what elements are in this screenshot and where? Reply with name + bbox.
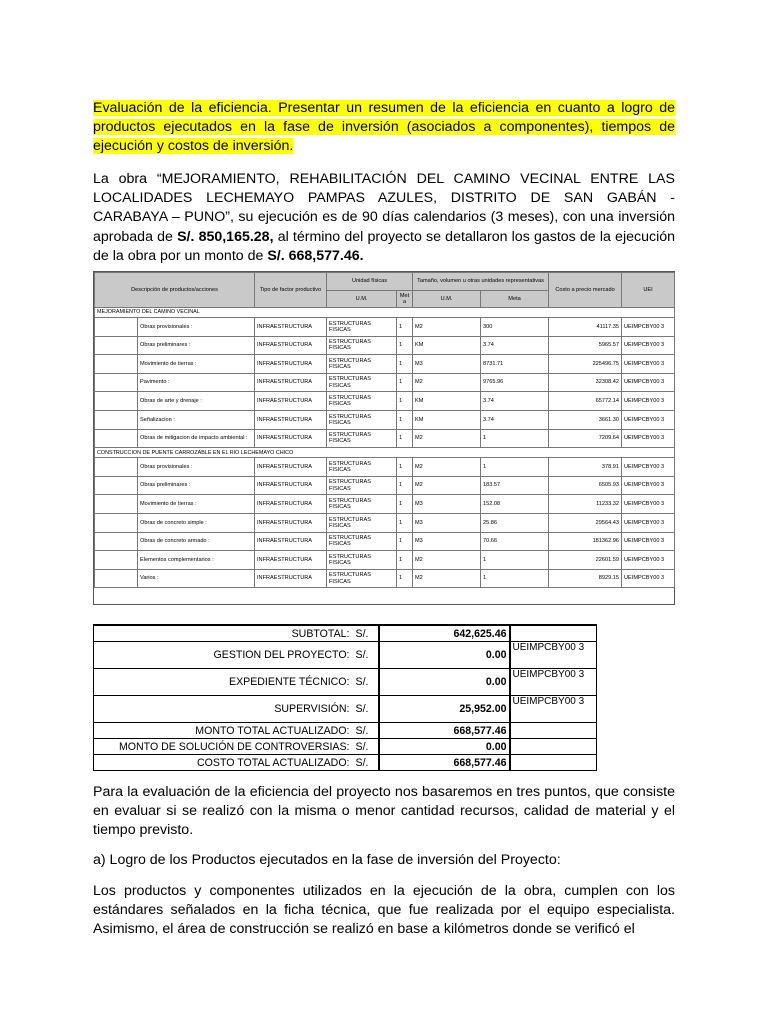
summary-amount: 0.00 — [379, 739, 510, 755]
empty-cell — [95, 495, 138, 514]
cell-cost: 29564.43 — [549, 513, 622, 532]
cell-uei: UEIMPCBY00 3 — [622, 513, 675, 532]
cell-meta: 1 — [397, 318, 413, 337]
cell-physical-unit: ESTRUCTURAS FISICAS — [327, 532, 397, 551]
table-row — [95, 476, 675, 495]
table-row — [95, 532, 675, 551]
cell-quantity: 3.74 — [481, 336, 549, 355]
cell-um: M2 — [413, 429, 481, 448]
header-factor-type: Tipo de factor productivo — [255, 273, 327, 308]
cell-um: M3 — [413, 513, 481, 532]
summary-row — [94, 739, 597, 755]
empty-cell — [95, 373, 138, 392]
summary-currency: S/. — [354, 669, 379, 696]
summary-code: UEIMPCBY00 3 — [510, 642, 597, 669]
cell-um: M3 — [413, 355, 481, 374]
table-row — [95, 373, 675, 392]
empty-cell — [95, 410, 138, 429]
cell-meta: 1 — [397, 392, 413, 411]
cell-cost: 5965.57 — [549, 336, 622, 355]
table-row — [95, 495, 675, 514]
section-a-heading: a) Logro de los Productos ejecutados en la fase de inversión del Proyecto: — [93, 852, 561, 868]
header-size-volume: Tamaño, volumen u otras unidades representativas — [413, 273, 549, 291]
header-description: Descripción de productos/acciones — [95, 273, 255, 308]
empty-cell — [95, 355, 138, 374]
cell-cost: 181362.96 — [549, 532, 622, 551]
summary-label: MONTO TOTAL ACTUALIZADO: — [94, 723, 354, 739]
project-text-1: La obra “MEJORAMIENTO, REHABILITACIÓN DEL CAMINO VECINAL ENTRE LAS LOCALIDADES LECHEMAYO PAMPAS AZULES, DISTRITO DE SAN GABÁN - CARABAYA – PUNO”, su ejecución es de 90 días calendarios (3 meses), con una inversión aprobada de — [93, 171, 675, 245]
table-row — [95, 513, 675, 532]
section-a-paragraph: Los productos y componentes utilizados en la ejecución de la obra, cumplen con los estándares señalados en la ficha técnica, que fue realizada por el equipo especialista. Asimismo, el área de construcción se realizó en base a kilómetros donde se verificó el — [93, 883, 675, 938]
group-title: MEJORAMIENTO DEL CAMINO VECINAL — [95, 308, 675, 318]
cell-description: Obras de mitigacion de impacto ambiental : — [138, 429, 255, 448]
cell-meta: 1 — [397, 569, 413, 588]
summary-code — [510, 625, 597, 642]
cell-um: KM — [413, 410, 481, 429]
cell-factor-type: INFRAESTRUCTURA — [255, 458, 327, 477]
cell-quantity: 1 — [481, 429, 549, 448]
cell-uei: UEIMPCBY00 3 — [622, 495, 675, 514]
cell-uei: UEIMPCBY00 3 — [622, 410, 675, 429]
summary-row — [94, 696, 597, 723]
products-table-grid — [94, 272, 675, 588]
summary-currency: S/. — [354, 642, 379, 669]
cell-physical-unit: ESTRUCTURAS FISICAS — [327, 392, 397, 411]
products-table — [93, 271, 675, 605]
cell-meta: 1 — [397, 513, 413, 532]
cell-cost: 225496.75 — [549, 355, 622, 374]
cell-uei: UEIMPCBY00 3 — [622, 336, 675, 355]
cell-physical-unit: ESTRUCTURAS FISICAS — [327, 336, 397, 355]
cell-quantity: 300 — [481, 318, 549, 337]
empty-cell — [95, 336, 138, 355]
cell-meta: 1 — [397, 355, 413, 374]
intro-highlight: Evaluación de la eficiencia. Presentar un resumen de la eficiencia en cuanto a logro de productos ejecutados en la fase de inversión (asociados a componentes), tiempos de ejecución y costos de inversión. — [93, 100, 675, 155]
cell-um: M2 — [413, 458, 481, 477]
cell-description: Movimiento de tierras : — [138, 355, 255, 374]
cell-description: Pavimento : — [138, 373, 255, 392]
table-row — [95, 569, 675, 588]
cell-description: Elementos complementarios : — [138, 551, 255, 570]
cell-cost: 65772.14 — [549, 392, 622, 411]
cell-physical-unit: ESTRUCTURAS FISICAS — [327, 429, 397, 448]
cell-meta: 1 — [397, 458, 413, 477]
summary-amount: 0.00 — [379, 642, 510, 669]
cell-uei: UEIMPCBY00 3 — [622, 476, 675, 495]
empty-cell — [95, 429, 138, 448]
cell-quantity: 3.74 — [481, 410, 549, 429]
cell-meta: 1 — [397, 495, 413, 514]
cell-meta: 1 — [397, 532, 413, 551]
summary-label: SUBTOTAL: — [94, 625, 354, 642]
group-row — [95, 448, 675, 458]
cell-quantity: 183.57 — [481, 476, 549, 495]
cell-quantity: 9765.96 — [481, 373, 549, 392]
cell-uei: UEIMPCBY00 3 — [622, 551, 675, 570]
empty-cell — [95, 532, 138, 551]
summary-row — [94, 669, 597, 696]
cell-cost: 22601.59 — [549, 551, 622, 570]
cell-quantity: 8731.71 — [481, 355, 549, 374]
summary-label: EXPEDIENTE TÉCNICO: — [94, 669, 354, 696]
cell-meta: 1 — [397, 336, 413, 355]
intro-paragraph — [93, 99, 675, 157]
table-row — [95, 355, 675, 374]
header-market-cost: Costo a precio mercado — [549, 273, 622, 308]
cell-quantity: 25.86 — [481, 513, 549, 532]
cell-uei: UEIMPCBY00 3 — [622, 392, 675, 411]
summary-code — [510, 723, 597, 739]
cell-description: Movimiento de tierras : — [138, 495, 255, 514]
cell-factor-type: INFRAESTRUCTURA — [255, 373, 327, 392]
summary-row — [94, 755, 597, 771]
project-text-2: al término del proyecto se detallaron los gastos de la ejecución de la obra por un monto de — [93, 228, 675, 264]
cell-description: Obras preliminares : — [138, 476, 255, 495]
cell-meta: 1 — [397, 429, 413, 448]
executed-amount: S/. 668,577.46. — [267, 247, 364, 264]
evaluation-paragraph: Para la evaluación de la eficiencia del proyecto nos basaremos en tres puntos, que consiste en evaluar si se realizó con la misma o menor cantidad recursos, calidad de material y el tiempo previsto. — [93, 784, 675, 839]
cell-factor-type: INFRAESTRUCTURA — [255, 429, 327, 448]
summary-code — [510, 755, 597, 771]
empty-cell — [95, 569, 138, 588]
summary-row — [94, 723, 597, 739]
cell-um: M3 — [413, 532, 481, 551]
cell-description: Obras provisionales : — [138, 458, 255, 477]
cell-factor-type: INFRAESTRUCTURA — [255, 513, 327, 532]
summary-label: SUPERVISIÓN: — [94, 696, 354, 723]
cell-description: Varios : — [138, 569, 255, 588]
cell-cost: 7209.64 — [549, 429, 622, 448]
table-row — [95, 318, 675, 337]
table-row — [95, 551, 675, 570]
summary-amount: 668,577.46 — [379, 723, 510, 739]
header-meta-2: Meta — [481, 291, 549, 308]
cell-cost: 6505.93 — [549, 476, 622, 495]
cell-physical-unit: ESTRUCTURAS FISICAS — [327, 355, 397, 374]
cell-factor-type: INFRAESTRUCTURA — [255, 355, 327, 374]
group-title: CONSTRUCCION DE PUENTE CARROZABLE EN EL RIO LECHEMAYO CHICO — [95, 448, 675, 458]
empty-cell — [95, 476, 138, 495]
cell-factor-type: INFRAESTRUCTURA — [255, 476, 327, 495]
cell-cost: 378.91 — [549, 458, 622, 477]
summary-table — [93, 624, 596, 771]
summary-currency: S/. — [354, 625, 379, 642]
cell-uei: UEIMPCBY00 3 — [622, 373, 675, 392]
cell-description: Obras preliminares : — [138, 336, 255, 355]
cell-uei: UEIMPCBY00 3 — [622, 458, 675, 477]
cell-physical-unit: ESTRUCTURAS FISICAS — [327, 458, 397, 477]
cell-cost: 8929.15 — [549, 569, 622, 588]
cell-um: M2 — [413, 373, 481, 392]
cell-um: M2 — [413, 551, 481, 570]
summary-currency: S/. — [354, 696, 379, 723]
summary-amount: 25,952.00 — [379, 696, 510, 723]
table-row — [95, 458, 675, 477]
summary-label: GESTION DEL PROYECTO: — [94, 642, 354, 669]
summary-code: UEIMPCBY00 3 — [510, 696, 597, 723]
cell-description: Obras de concreto simple : — [138, 513, 255, 532]
cell-meta: 1 — [397, 476, 413, 495]
header-um-2: U.M. — [413, 291, 481, 308]
cell-um: M3 — [413, 495, 481, 514]
cell-physical-unit: ESTRUCTURAS FISICAS — [327, 495, 397, 514]
cell-um: M2 — [413, 569, 481, 588]
cell-uei: UEIMPCBY00 3 — [622, 429, 675, 448]
summary-table-grid — [93, 624, 597, 771]
summary-currency: S/. — [354, 723, 379, 739]
table-row — [95, 410, 675, 429]
cell-uei: UEIMPCBY00 3 — [622, 532, 675, 551]
cell-uei: UEIMPCBY00 3 — [622, 355, 675, 374]
cell-description: Señalizacion : — [138, 410, 255, 429]
cell-uei: UEIMPCBY00 3 — [622, 569, 675, 588]
summary-code: UEIMPCBY00 3 — [510, 669, 597, 696]
cell-quantity: 152.08 — [481, 495, 549, 514]
cell-factor-type: INFRAESTRUCTURA — [255, 318, 327, 337]
cell-description: Obras de concreto armado : — [138, 532, 255, 551]
cell-quantity: 1 — [481, 569, 549, 588]
summary-row — [94, 642, 597, 669]
cell-cost: 11233.32 — [549, 495, 622, 514]
table-row — [95, 336, 675, 355]
empty-cell — [95, 318, 138, 337]
cell-quantity: 1 — [481, 551, 549, 570]
cell-cost: 3661.30 — [549, 410, 622, 429]
empty-cell — [95, 458, 138, 477]
summary-label: MONTO DE SOLUCIÓN DE CONTROVERSIAS: — [94, 739, 354, 755]
cell-um: M2 — [413, 318, 481, 337]
summary-table-body — [94, 625, 597, 771]
cell-um: M2 — [413, 476, 481, 495]
cell-factor-type: INFRAESTRUCTURA — [255, 392, 327, 411]
empty-cell — [95, 392, 138, 411]
header-uei: UEI — [622, 273, 675, 308]
cell-meta: 1 — [397, 551, 413, 570]
cell-factor-type: INFRAESTRUCTURA — [255, 532, 327, 551]
approved-amount: S/. 850,165.28, — [177, 228, 274, 245]
empty-cell — [95, 551, 138, 570]
cell-physical-unit: ESTRUCTURAS FISICAS — [327, 476, 397, 495]
table-row — [95, 429, 675, 448]
summary-currency: S/. — [354, 739, 379, 755]
cell-factor-type: INFRAESTRUCTURA — [255, 336, 327, 355]
cell-cost: 32308.42 — [549, 373, 622, 392]
cell-meta: 1 — [397, 373, 413, 392]
summary-amount: 0.00 — [379, 669, 510, 696]
cell-cost: 41117.35 — [549, 318, 622, 337]
group-row — [95, 308, 675, 318]
cell-physical-unit: ESTRUCTURAS FISICAS — [327, 373, 397, 392]
summary-label: COSTO TOTAL ACTUALIZADO: — [94, 755, 354, 771]
table-row — [95, 392, 675, 411]
summary-code — [510, 739, 597, 755]
header-meta: Met a — [397, 291, 413, 308]
cell-um: KM — [413, 336, 481, 355]
project-paragraph — [93, 170, 675, 266]
header-physical-units: Unidad físicas — [327, 273, 413, 291]
cell-physical-unit: ESTRUCTURAS FISICAS — [327, 410, 397, 429]
summary-amount: 668,577.46 — [379, 755, 510, 771]
cell-quantity: 1 — [481, 458, 549, 477]
summary-currency: S/. — [354, 755, 379, 771]
cell-physical-unit: ESTRUCTURAS FISICAS — [327, 569, 397, 588]
cell-physical-unit: ESTRUCTURAS FISICAS — [327, 318, 397, 337]
cell-description: Obras provisionales : — [138, 318, 255, 337]
cell-factor-type: INFRAESTRUCTURA — [255, 569, 327, 588]
cell-quantity: 70.66 — [481, 532, 549, 551]
cell-meta: 1 — [397, 410, 413, 429]
products-table-body — [95, 308, 675, 588]
cell-quantity: 3.74 — [481, 392, 549, 411]
cell-factor-type: INFRAESTRUCTURA — [255, 410, 327, 429]
summary-amount: 642,625.46 — [379, 625, 510, 642]
cell-physical-unit: ESTRUCTURAS FISICAS — [327, 551, 397, 570]
cell-uei: UEIMPCBY00 3 — [622, 318, 675, 337]
cell-physical-unit: ESTRUCTURAS FISICAS — [327, 513, 397, 532]
cell-um: KM — [413, 392, 481, 411]
cell-factor-type: INFRAESTRUCTURA — [255, 551, 327, 570]
summary-row — [94, 625, 597, 642]
header-um: U.M. — [327, 291, 397, 308]
cell-description: Obras de arte y drenaje : — [138, 392, 255, 411]
cell-factor-type: INFRAESTRUCTURA — [255, 495, 327, 514]
empty-cell — [95, 513, 138, 532]
